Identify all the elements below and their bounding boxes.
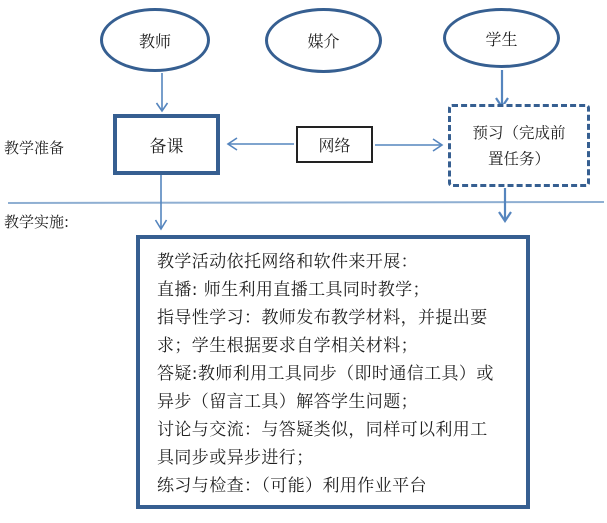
activity-text-line: 讨论与交流：与答疑类似，同样可以利用工 (157, 420, 488, 440)
node-network (296, 126, 373, 163)
activity-text-line: 直播: 师生利用直播工具同时教学； (157, 280, 430, 300)
activity-text-line: 具同步或异步进行； (157, 448, 314, 468)
arrow-prepare-to-activity (156, 175, 167, 229)
activity-description-box (136, 235, 530, 509)
node-teacher (100, 8, 210, 72)
arrow-network-to-preview (375, 139, 442, 151)
activity-text-line: 答疑:教师利用工具同步（即时通信工具）或 (157, 364, 494, 384)
node-preview-task (448, 104, 590, 187)
arrow-teacher-to-prepare (157, 73, 168, 111)
arrow-student-to-preview (496, 70, 508, 107)
node-medium (265, 8, 382, 73)
node-teacher-label: 教师 (138, 31, 171, 51)
node-preview-task-line2: 置任务） (487, 149, 550, 168)
activity-lines (157, 248, 526, 500)
node-lesson-preparation (113, 114, 220, 175)
node-network-label: 网络 (318, 136, 351, 155)
node-medium-label: 媒介 (307, 32, 340, 51)
label-teaching-implementation: 教学实施: (4, 213, 70, 231)
section-divider-line (8, 202, 604, 203)
arrow-preview-to-activity (499, 188, 511, 221)
arrow-network-to-prepare (228, 138, 294, 150)
activity-text-line: 指导性学习：教师发布教学材料，并提出要 (157, 308, 488, 328)
node-student-label: 学生 (485, 29, 518, 49)
node-preview-task-line1: 预习（完成前 (472, 123, 566, 142)
activity-text-line: 教学活动依托网络和软件来开展： (157, 252, 418, 272)
node-lesson-preparation-label: 备课 (149, 137, 184, 157)
label-teaching-preparation: 教学准备 (4, 139, 65, 157)
activity-text-line: 异步（留言工具）解答学生问题； (157, 392, 418, 412)
node-student (443, 8, 560, 68)
activity-text-line: 求；学生根据要求自学相关材料； (157, 336, 418, 356)
activity-text-line: 练习与检查：（可能）利用作业平台 (157, 476, 427, 496)
